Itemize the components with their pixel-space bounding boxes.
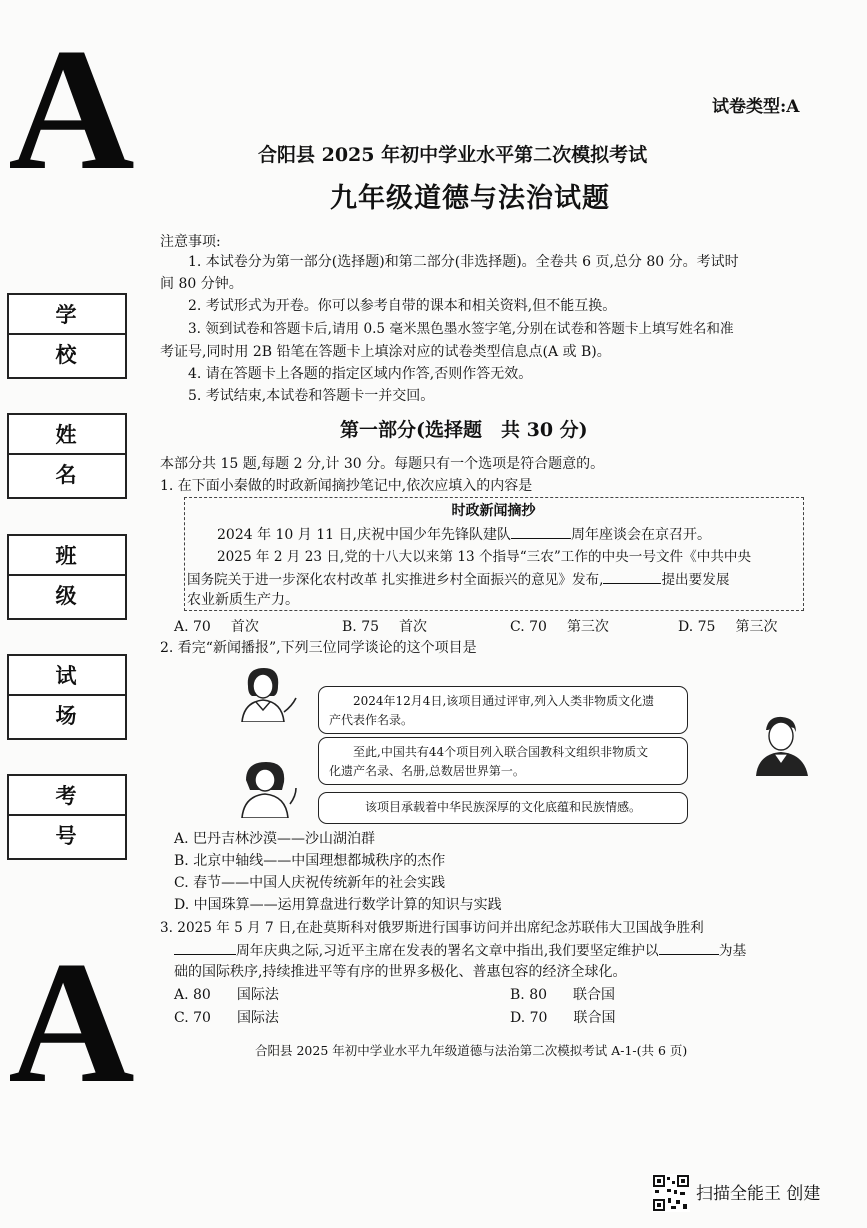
q1-stem: 1. 在下面小秦做的时政新闻摘抄笔记中,依次应填入的内容是 — [160, 478, 533, 494]
subject-title: 九年级道德与法治试题 — [330, 183, 610, 214]
class-label: 班 级 — [9, 536, 125, 576]
exam-room-label: 试 场 — [9, 656, 125, 696]
notice-line: 4. 请在答题卡上各题的指定区域内作答,否则作答无效。 — [188, 366, 533, 382]
q1-option-a[interactable]: A. 70 首次 — [174, 619, 259, 635]
name-label: 姓 名 — [9, 415, 125, 455]
q3-stem: 为基 — [718, 943, 747, 959]
q2-option-a[interactable]: A. 巴丹吉林沙漠——沙山湖泊群 — [174, 831, 376, 847]
q3-option-a[interactable]: A. 80 国际法 — [174, 987, 279, 1003]
notice-line: 考证号,同时用 2B 铅笔在答题卡上填涂对应的试卷类型信息点(A 或 B)。 — [160, 344, 611, 360]
qr-code-icon — [652, 1174, 690, 1212]
school-field[interactable] — [7, 293, 127, 379]
class-field[interactable] — [7, 534, 127, 620]
q3-stem: 3. 2025 年 5 月 7 日,在赴莫斯科对俄罗斯进行国事访问并出席纪念苏联伟大卫国战争胜利 — [160, 920, 704, 936]
q3-option-b[interactable]: B. 80 联合国 — [510, 987, 616, 1003]
q1-option-c[interactable]: C. 70 第三次 — [510, 619, 609, 635]
q1-option-d[interactable]: D. 75 第三次 — [678, 619, 778, 635]
exam-number-label: 考 号 — [9, 776, 125, 816]
school-label: 学 校 — [9, 295, 125, 335]
page-footer: 合阳县 2025 年初中学业水平九年级道德与法治第二次模拟考试 A-1-(共 6 页) — [255, 1043, 688, 1058]
girl-student-icon — [234, 664, 304, 722]
q3-option-d[interactable]: D. 70 联合国 — [510, 1010, 616, 1026]
scanner-watermark: 扫描全能王 创建 — [696, 1184, 821, 1204]
news-box-title: 时政新闻摘抄 — [451, 503, 536, 519]
paper-type-letter-bottom: A — [8, 925, 135, 1119]
news-line: 2025 年 2 月 23 日,党的十八大以来第 13 个指导“三农”工作的中央一号文件《中共中央 — [217, 549, 752, 565]
q3-option-c[interactable]: C. 70 国际法 — [174, 1010, 279, 1026]
news-line: 2024 年 10 月 11 日,庆祝中国少年先锋队建队 — [217, 527, 511, 543]
q2-option-d[interactable]: D. 中国珠算——运用算盘进行数学计算的知识与实践 — [174, 897, 502, 913]
q3-stem: 础的国际秩序,持续推进平等有序的世界多极化、普惠包容的经济全球化。 — [174, 964, 627, 980]
exam-room-field[interactable] — [7, 654, 127, 740]
news-line: 农业新质生产力。 — [187, 592, 299, 608]
boy-student-icon — [752, 714, 812, 776]
notice-line: 5. 考试结束,本试卷和答题卡一并交回。 — [188, 388, 435, 404]
news-line: 提出要发展 — [661, 572, 730, 588]
paper-type: 试卷类型:A — [712, 97, 800, 117]
q2-option-b[interactable]: B. 北京中轴线——中国理想都城秩序的杰作 — [174, 853, 446, 869]
answer-blank[interactable] — [174, 940, 236, 955]
speech-bubble-3: 该项目承载着中华民族深厚的文化底蕴和民族情感。 — [318, 792, 688, 824]
notice-line: 2. 考试形式为开卷。你可以参考自带的课本和相关资料,但不能互换。 — [188, 298, 617, 314]
notice-line: 间 80 分钟。 — [160, 276, 243, 292]
girl-student-2-icon — [236, 760, 306, 818]
q2-option-c[interactable]: C. 春节——中国人庆祝传统新年的社会实践 — [174, 875, 446, 891]
notice-line: 3. 领到试卷和答题卡后,请用 0.5 毫米黑色墨水签字笔,分别在试卷和答题卡上填写姓名和准 — [188, 321, 734, 337]
q1-option-b[interactable]: B. 75 首次 — [342, 619, 428, 635]
speech-bubble-2: 至此,中国共有44个项目列入联合国教科文组织非物质文 化遗产名录、名册,总数居世界第一。 — [318, 737, 688, 785]
exam-title: 合阳县 2025 年初中学业水平第二次模拟考试 — [258, 144, 648, 166]
news-excerpt-box — [184, 497, 804, 611]
part-title: 第一部分(选择题 共 30 分) — [340, 419, 588, 441]
news-line: 国务院关于进一步深化农村改革 扎实推进乡村全面振兴的意见》发布, — [187, 572, 604, 588]
q3-stem: 周年庆典之际,习近平主席在发表的署名文章中指出,我们要坚定维护以 — [236, 943, 659, 959]
answer-blank[interactable] — [511, 524, 571, 539]
news-line: 周年座谈会在京召开。 — [570, 527, 711, 543]
exam-number-field[interactable] — [7, 774, 127, 860]
answer-blank[interactable] — [659, 940, 719, 955]
part-intro: 本部分共 15 题,每题 2 分,计 30 分。每题只有一个选项是符合题意的。 — [160, 456, 605, 472]
name-field[interactable] — [7, 413, 127, 499]
paper-type-letter-top: A — [8, 12, 135, 206]
notice-heading: 注意事项: — [160, 234, 221, 250]
q2-stem: 2. 看完“新闻播报”,下列三位同学谈论的这个项目是 — [160, 640, 477, 656]
speech-bubble-1: 2024年12月4日,该项目通过评审,列入人类非物质文化遗 产代表作名录。 — [318, 686, 688, 734]
answer-blank[interactable] — [603, 569, 661, 584]
notice-line: 1. 本试卷分为第一部分(选择题)和第二部分(非选择题)。全卷共 6 页,总分 80 分。考试时 — [188, 254, 739, 270]
